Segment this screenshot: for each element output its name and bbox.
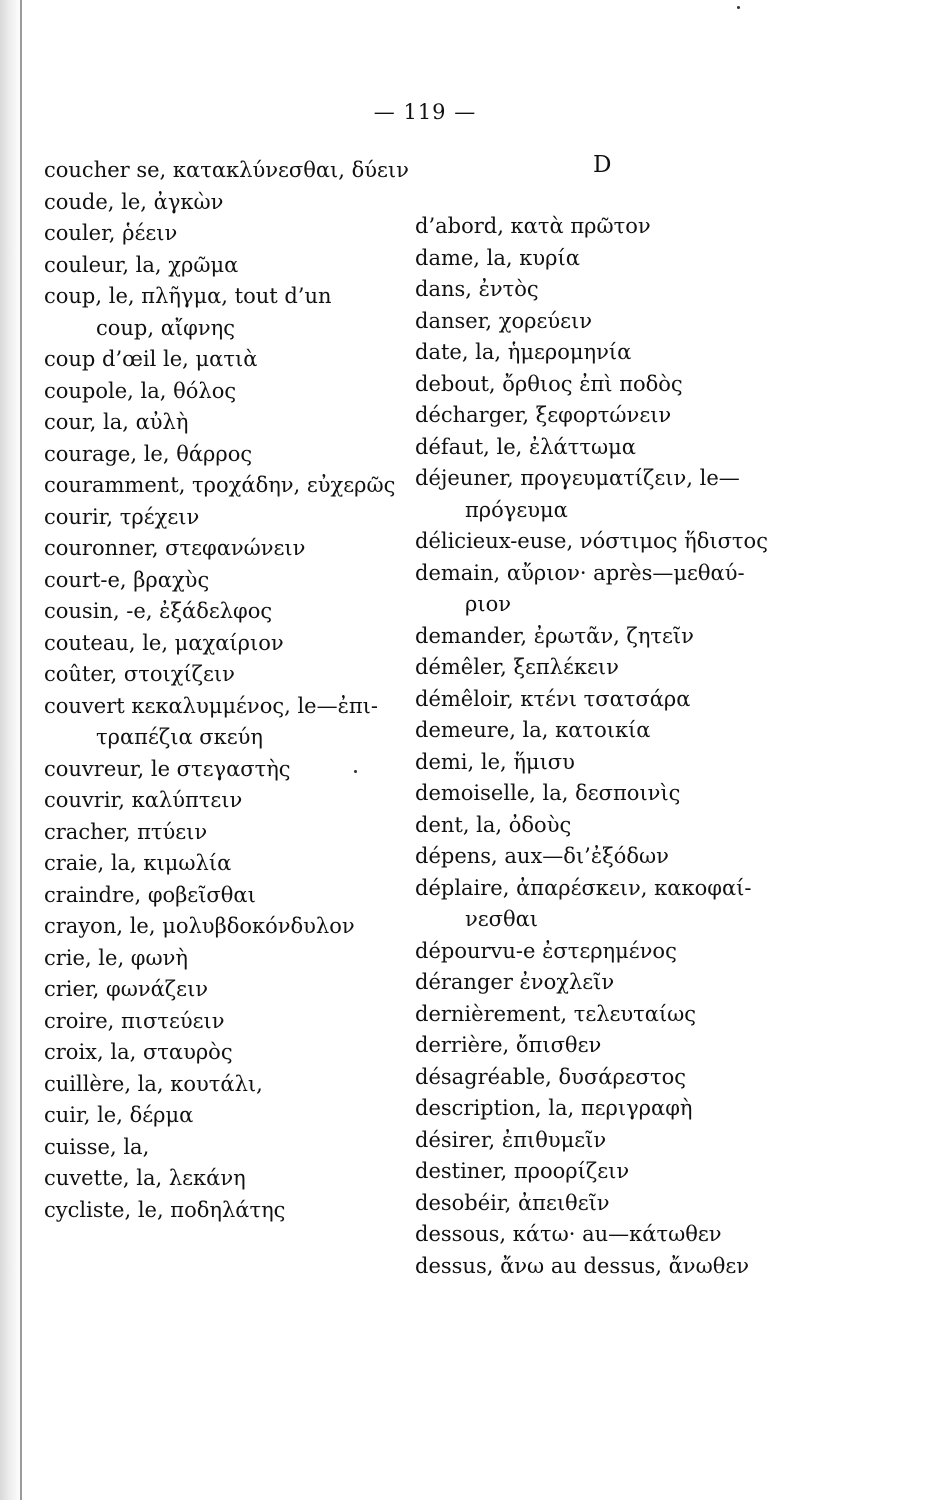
dictionary-entry: croire, πιστεύειν bbox=[44, 1008, 225, 1033]
dictionary-entry: desobéir, ἀπειθεῖν bbox=[415, 1190, 610, 1215]
dictionary-entry: danser, χορεύειν bbox=[415, 308, 593, 333]
dictionary-entry: demeure, la, κατοικία bbox=[415, 718, 651, 742]
dictionary-entry: derrière, ὄπισθεν bbox=[415, 1033, 602, 1057]
dictionary-entry: crayon, le, μολυβδοκόνδυλον bbox=[44, 914, 355, 938]
dictionary-entry: délicieux-euse, νόστιμος ἥδιστος bbox=[415, 529, 768, 553]
right-column bbox=[415, 216, 815, 1287]
dictionary-entry: dépourvu-e ἐστερημένος bbox=[415, 938, 677, 963]
dictionary-entry: court-e, βραχὺς bbox=[44, 567, 210, 592]
dictionary-entry: cuisse, la, bbox=[44, 1134, 150, 1159]
page-number: — 119 — bbox=[373, 100, 477, 124]
dictionary-entry: couteau, le, μαχαίριον bbox=[44, 630, 284, 655]
dictionary-entry: dame, la, κυρία bbox=[415, 245, 580, 270]
dictionary-entry: déjeuner, προγευματίζειν, le— bbox=[415, 466, 740, 490]
entry-continuation: ριον bbox=[465, 592, 511, 616]
dictionary-entry: courir, τρέχειν bbox=[44, 504, 200, 529]
dictionary-entry: désagréable, δυσάρεστος bbox=[415, 1064, 687, 1089]
dictionary-entry: cousin, -e, ἐξάδελφος bbox=[44, 599, 273, 623]
dictionary-entry: coup d’œil le, ματιὰ bbox=[44, 347, 258, 371]
dictionary-entry: dent, la, ὀδοὺς bbox=[415, 812, 572, 837]
dictionary-entry: coupole, la, θόλος bbox=[44, 378, 237, 403]
page-binding-edge bbox=[20, 0, 22, 1500]
dictionary-entry: couramment, τροχάδην, εὐχερῶς bbox=[44, 473, 396, 497]
dictionary-entry: cuir, le, δέρμα bbox=[44, 1103, 194, 1127]
dictionary-entry: démêler, ξεπλέκειν bbox=[415, 655, 619, 679]
dictionary-entry: couvrir, καλύπτειν bbox=[44, 788, 243, 812]
dictionary-entry: coucher se, κατακλύνεσθαι, δύειν bbox=[44, 158, 409, 182]
dictionary-entry: demi, le, ἥμισυ bbox=[415, 749, 575, 774]
dictionary-entry: déplaire, ἀπαρέσκειν, κακοφαί- bbox=[415, 875, 752, 900]
entry-continuation: coup, αἴφνης bbox=[96, 315, 235, 340]
dictionary-entry: croix, la, σταυρὸς bbox=[44, 1040, 233, 1064]
page-binding-shadow bbox=[0, 0, 22, 1500]
dictionary-entry: désirer, ἐπιθυμεῖν bbox=[415, 1127, 607, 1152]
dictionary-entry: demoiselle, la, δεσποινὶς bbox=[415, 781, 681, 805]
ink-speck bbox=[354, 770, 357, 773]
entry-continuation: πρόγευμα bbox=[465, 497, 568, 522]
dictionary-entry: démêloir, κτένι τσατσάρα bbox=[415, 686, 691, 711]
dictionary-entry: couleur, la, χρῶμα bbox=[44, 252, 239, 277]
dictionary-entry: dessous, κάτω· au—κάτωθεν bbox=[415, 1222, 722, 1246]
dictionary-entry: coup, le, πλῆγμα, tout d’un bbox=[44, 284, 332, 308]
dictionary-entry: courage, le, θάρρος bbox=[44, 441, 253, 466]
dictionary-entry: craie, la, κιμωλία bbox=[44, 851, 232, 875]
dictionary-entry: demain, αὔριον· après—μεθαύ- bbox=[415, 560, 745, 585]
dictionary-entry: cycliste, le, ποδηλάτης bbox=[44, 1197, 286, 1222]
dictionary-entry: couler, ῥέειν bbox=[44, 221, 178, 245]
dictionary-entry: crier, φωνάζειν bbox=[44, 977, 209, 1001]
dictionary-entry: cour, la, αὐλὴ bbox=[44, 410, 189, 434]
dictionary-entry: craindre, φοβεῖσθαι bbox=[44, 882, 256, 907]
entry-continuation: νεσθαι bbox=[465, 907, 539, 931]
ink-speck bbox=[737, 6, 740, 9]
left-column bbox=[44, 160, 414, 1231]
section-letter: D bbox=[593, 152, 612, 178]
dictionary-entry: défaut, le, ἐλάττωμα bbox=[415, 434, 636, 459]
dictionary-entry: dessus, ἄνω au dessus, ἄνωθεν bbox=[415, 1253, 749, 1278]
dictionary-entry: description, la, περιγραφὴ bbox=[415, 1096, 693, 1120]
dictionary-entry: coude, le, ἀγκὼν bbox=[44, 189, 224, 214]
dictionary-entry: date, la, ἡμερομηνία bbox=[415, 340, 632, 364]
dictionary-entry: crie, le, φωνὴ bbox=[44, 945, 188, 970]
dictionary-entry: destiner, προορίζειν bbox=[415, 1159, 630, 1183]
entry-continuation: τραπέζια σκεύη bbox=[96, 725, 263, 749]
dictionary-entry: cracher, πτύειν bbox=[44, 819, 208, 844]
dictionary-entry: dans, ἐντὸς bbox=[415, 277, 539, 301]
dictionary-entry: cuillère, la, κουτάλι, bbox=[44, 1071, 263, 1096]
dictionary-entry: demander, ἐρωτᾶν, ζητεῖν bbox=[415, 623, 694, 648]
dictionary-entry: debout, ὄρθιος ἐπὶ ποδὸς bbox=[415, 371, 683, 396]
dictionary-entry: déranger ἐνοχλεῖν bbox=[415, 970, 615, 994]
dictionary-entry: couronner, στεφανώνειν bbox=[44, 536, 306, 560]
dictionary-entry: dernièrement, τελευταίως bbox=[415, 1001, 697, 1026]
dictionary-entry: cuvette, la, λεκάνη bbox=[44, 1166, 246, 1190]
dictionary-entry: couvert κεκαλυμμένος, le—ἐπι- bbox=[44, 693, 379, 718]
dictionary-entry: coûter, στοιχίζειν bbox=[44, 662, 235, 686]
dictionary-entry: dépens, aux—δι’ἐξόδων bbox=[415, 844, 669, 868]
dictionary-entry: couvreur, le στεγαστὴς bbox=[44, 756, 291, 781]
dictionary-entry: décharger, ξεφορτώνειν bbox=[415, 403, 672, 427]
dictionary-entry: d’abord, κατὰ πρῶτον bbox=[415, 214, 651, 238]
